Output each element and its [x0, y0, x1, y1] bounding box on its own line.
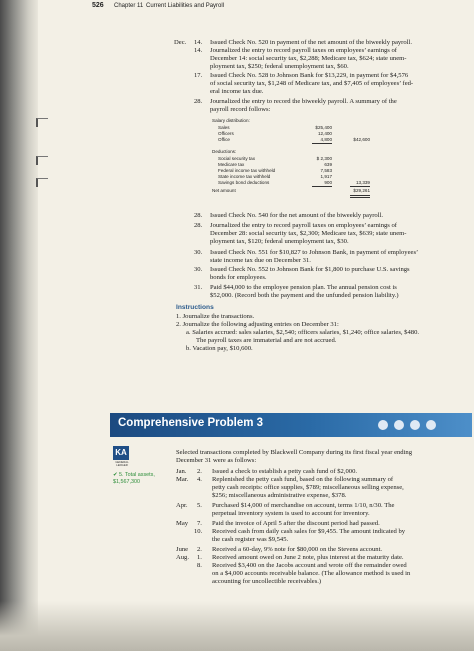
underline-rule [312, 143, 332, 144]
day-label: 2. [197, 546, 202, 553]
day-label: 14. [194, 47, 203, 54]
entry-line: Issued Check No. 551 for $10,827 to Johnson Bank, in payment of employees’ [210, 249, 419, 256]
month-label: May [176, 520, 189, 527]
instruction-item: b. Vacation pay, $10,600. [186, 345, 253, 352]
binding-mark [36, 118, 48, 127]
salary-total: $42,600 [353, 137, 370, 142]
entry-line: ployment tax, $250; federal unemployment tax, $60. [210, 63, 349, 70]
day-label: 8. [197, 562, 202, 569]
entry-line: Paid $44,000 to the employee pension plan. The annual pension cost is [210, 284, 397, 291]
decorative-dot [394, 420, 404, 430]
entry-line: bonds for employees. [210, 274, 267, 281]
salary-distribution-label: Salary distribution: [212, 118, 250, 123]
entry-line: December 14: social security tax, $2,288; Medicare tax, $624; state unem- [210, 55, 407, 62]
instruction-item: a. Salaries accrued: sales salaries, $2,540; officers salaries, $1,240; office salaries, $480. [186, 329, 420, 336]
net-amount: $29,261 [353, 188, 370, 193]
banner-title: Comprehensive Problem 3 [118, 417, 264, 429]
general-ledger-logo-icon: KA [113, 446, 129, 460]
instruction-item: 2. Journalize the following adjusting entries on December 31: [176, 321, 339, 328]
book-binding-shadow [0, 0, 38, 651]
month-label: Dec. [174, 39, 187, 46]
entry-line: the cash register was $9,545. [212, 536, 289, 543]
problem-intro: December 31 were as follows: [176, 457, 257, 464]
day-label: 10. [194, 528, 203, 535]
entry-line: state income tax due on December 31. [210, 257, 311, 264]
entry-line: Received $3,400 on the Jacobs account and wrote off the remainder owed [212, 562, 407, 569]
deductions-total: 13,339 [355, 180, 370, 185]
entry-line: December 28: social security tax, $2,300; Medicare tax, $639; state unem- [210, 230, 407, 237]
entry-line: payroll record follows: [210, 106, 271, 113]
entry-line: Issued Check No. 552 to Johnson Bank for $1,800 to purchase U.S. savings [210, 266, 410, 273]
page-number: 526 [92, 2, 104, 9]
chapter-title: Current Liabilities and Payroll [146, 3, 225, 9]
check-figure-line: $1,567,300 [113, 478, 140, 485]
entry-line: perpetual inventory system is used to account for inventory. [212, 510, 370, 517]
day-label: 1. [197, 554, 202, 561]
entry-line: accounting for uncollectible receivables.) [212, 578, 322, 585]
entry-line: of social security tax, $1,248 of Medicare tax, and $7,405 of employees’ fed- [210, 80, 414, 87]
month-label: June [176, 546, 189, 553]
entry-line: on a $4,000 accounts receivable balance. (The allowance method is used in [212, 570, 411, 577]
decorative-dot [410, 420, 420, 430]
salary-item-label: Office [218, 137, 230, 142]
entry-line: Issued a check to establish a petty cash fund of $2,000. [212, 468, 358, 475]
entry-line: Journalized the entry to record payroll taxes on employees’ earnings of [210, 222, 398, 229]
page-bottom-shadow [0, 601, 474, 651]
salary-item-amount: $25,400 [315, 125, 332, 130]
deduction-item-amount: $ 2,300 [316, 156, 332, 161]
day-label: 14. [194, 39, 203, 46]
problem-intro: Selected transactions completed by Blackwell Company during its first fiscal year ending [176, 449, 413, 456]
logo-subtitle [111, 461, 133, 467]
salary-item-label: Sales [218, 125, 230, 130]
binding-mark [36, 156, 48, 165]
entry-line: Received cash from daily cash sales for $9,455. The amount indicated by [212, 528, 406, 535]
month-label: Jan. [176, 468, 187, 475]
entry-line: Received amount owed on June 2 note, plus interest at the maturity date. [212, 554, 404, 561]
deduction-item-label: Savings bond deductions [218, 180, 270, 185]
decorative-dot [378, 420, 388, 430]
instructions-heading: Instructions [176, 304, 214, 311]
entry-line: ployment tax, $120; federal unemployment tax, $30. [210, 238, 349, 245]
entry-line: Replenished the petty cash fund, based on the following summary of [212, 476, 394, 483]
deduction-item-label: Federal income tax withheld [218, 168, 276, 173]
entry-line: eral income tax due. [210, 88, 264, 95]
entry-line: petty cash receipts: office supplies, $789; miscellaneous selling expense, [212, 484, 404, 491]
month-label: Mar. [176, 476, 189, 483]
day-label: 17. [194, 72, 203, 79]
logo-subtitle-line: GENERAL [115, 460, 129, 464]
salary-item-label: Officers [218, 131, 234, 136]
underline-rule [350, 186, 370, 187]
deduction-item-label: State income tax withheld [218, 174, 271, 179]
decorative-dot [426, 420, 436, 430]
day-label: 30. [194, 266, 203, 273]
deduction-item-label: Medicare tax [218, 162, 245, 167]
check-figure-note [113, 472, 155, 485]
double-underline-rule [350, 197, 370, 198]
check-figure-line: ✔ 5. Total assets, [113, 472, 155, 478]
net-amount-label: Net amount [212, 188, 236, 193]
deduction-item-label: Social security tax [218, 156, 256, 161]
day-label: 5. [197, 502, 202, 509]
entry-line: Journalized the entry to record the biweekly payroll. A summary of the [210, 98, 397, 105]
deduction-item-amount: 1,917 [320, 174, 332, 179]
entry-line: Purchased $14,000 of merchandise on account, terms 1/10, n/30. The [212, 502, 395, 509]
entry-line: $256; miscellaneous administrative expense, $378. [212, 492, 347, 499]
binding-mark [36, 178, 48, 187]
underline-rule [312, 186, 332, 187]
chapter-label: Chapter 11 [114, 3, 144, 9]
day-label: 7. [197, 520, 202, 527]
deduction-item-amount: 900 [324, 180, 332, 185]
day-label: 28. [194, 222, 203, 229]
comprehensive-problem-banner [110, 413, 472, 437]
instruction-item: The payroll taxes are immaterial and are not accrued. [196, 337, 337, 344]
entry-line: Paid the invoice of April 5 after the discount period had passed. [212, 520, 380, 527]
day-label: 28. [194, 212, 203, 219]
day-label: 2. [197, 468, 202, 475]
deduction-item-amount: 7,583 [320, 168, 332, 173]
entry-line: Issued Check No. 520 in payment of the net amount of the biweekly payroll. [210, 39, 412, 46]
entry-line: Received a 60-day, 9% note for $80,000 on the Stevens account. [212, 546, 383, 553]
deduction-item-amount: 639 [324, 162, 332, 167]
day-label: 30. [194, 249, 203, 256]
deductions-label: Deductions: [212, 149, 237, 154]
entry-line: $52,000. (Record both the payment and the unfunded pension liability.) [210, 292, 399, 299]
salary-item-amount: 4,800 [320, 137, 332, 142]
day-label: 4. [197, 476, 202, 483]
instruction-item: 1. Journalize the transactions. [176, 313, 255, 320]
month-label: Aug. [176, 554, 190, 561]
entry-line: Issued Check No. 528 to Johnson Bank for $13,229, in payment for $4,576 [210, 72, 409, 79]
entry-line: Issued Check No. 540 for the net amount of the biweekly payroll. [210, 212, 384, 219]
month-label: Apr. [176, 502, 188, 509]
day-label: 31. [194, 284, 203, 291]
day-label: 28. [194, 98, 203, 105]
salary-item-amount: 12,400 [317, 131, 332, 136]
entry-line: Journalized the entry to record payroll taxes on employees’ earnings of [210, 47, 398, 54]
logo-subtitle-line: LEDGER [116, 463, 128, 468]
